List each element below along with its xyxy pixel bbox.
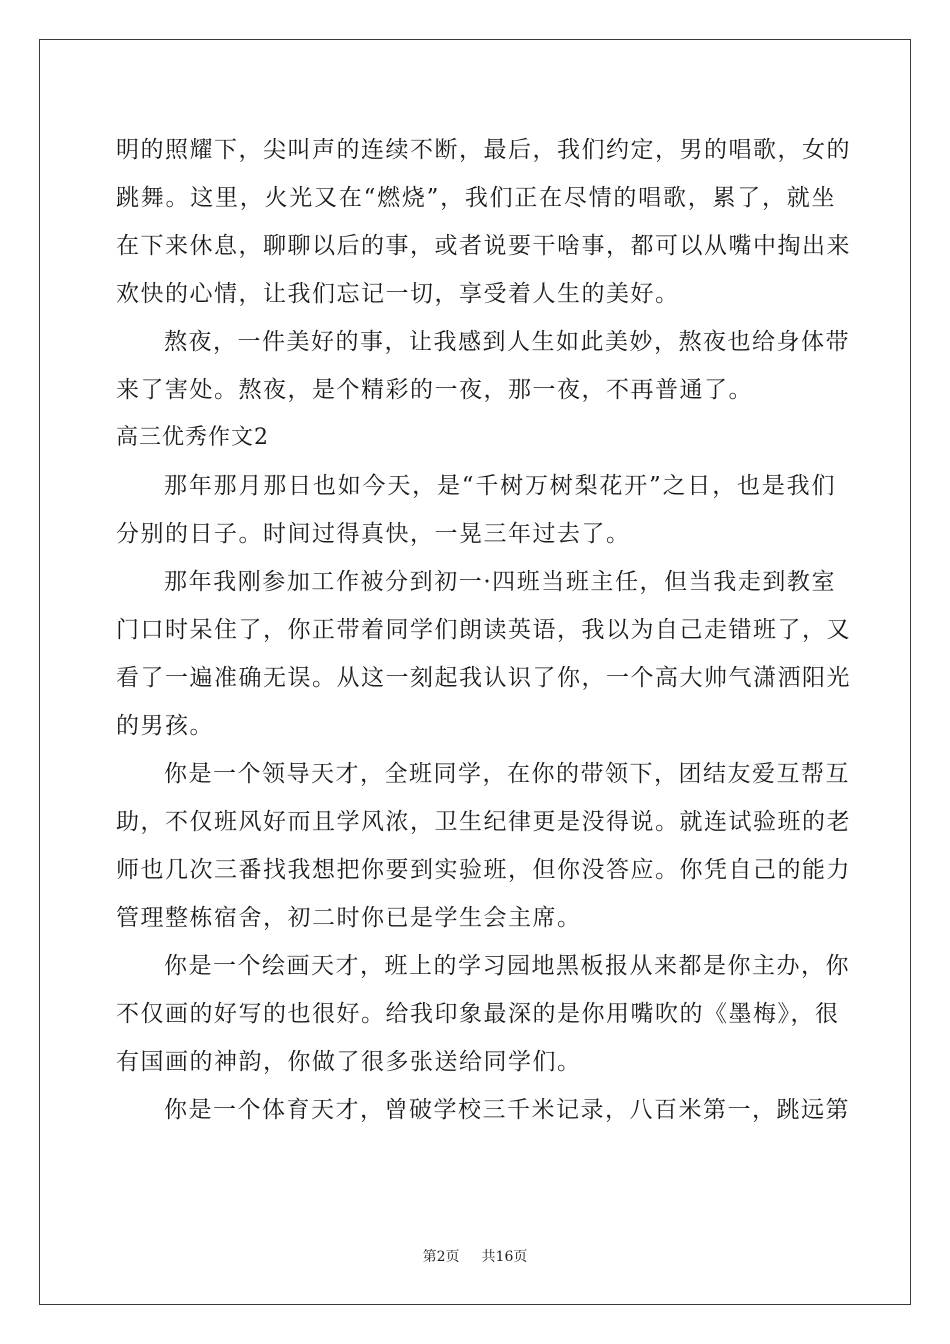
paragraph	[116, 462, 836, 558]
section-heading: 高三优秀作文2	[116, 425, 269, 450]
paragraph	[116, 126, 851, 318]
text-line: 跳舞。这里，火光又在“燃烧”，我们正在尽情的唱歌，累了，就坐	[116, 185, 836, 211]
text-line: 你是一个绘画天才，班上的学习园地黑板报从来都是你主办，你	[164, 953, 850, 979]
paragraph	[116, 558, 851, 750]
text-line: 熬夜，一件美好的事，让我感到人生如此美妙，熬夜也给身体带	[164, 329, 850, 355]
text-line: 那年我刚参加工作被分到初一·四班当班主任，但当我走到教室	[164, 569, 836, 595]
text-line: 师也几次三番找我想把你要到实验班，但你没答应。你凭自己的能力	[116, 857, 851, 883]
page-number: 第2页	[422, 1249, 460, 1265]
paragraph	[116, 318, 850, 414]
text-line: 那年那月那日也如今天，是“千树万树梨花开”之日，也是我们	[164, 473, 836, 499]
paragraph	[116, 942, 850, 1086]
text-line: 来了害处。熬夜，是个精彩的一夜，那一夜，不再普通了。	[116, 377, 753, 403]
page-footer	[0, 1246, 950, 1266]
text-line: 在下来休息，聊聊以后的事，或者说要干啥事，都可以从嘴中掏出来	[116, 233, 851, 259]
text-line: 不仅画的好写的也很好。给我印象最深的是你用嘴吹的《墨梅》，很	[116, 1001, 840, 1027]
document-body	[116, 126, 851, 1134]
text-line: 的男孩。	[116, 713, 214, 739]
text-line: 看了一遍准确无误。从这一刻起我认识了你，一个高大帅气潇洒阳光	[116, 665, 851, 691]
text-line: 欢快的心情，让我们忘记一切，享受着人生的美好。	[116, 281, 680, 307]
text-line: 分别的日子。时间过得真快，一晃三年过去了。	[116, 521, 631, 547]
text-line: 助，不仅班风好而且学风浓，卫生纪律更是没得说。就连试验班的老	[116, 809, 851, 835]
paragraph	[116, 750, 851, 942]
text-line: 你是一个体育天才，曾破学校三千米记录，八百米第一，跳远第	[164, 1097, 850, 1123]
text-line: 门口时呆住了，你正带着同学们朗读英语，我以为自己走错班了，又	[116, 617, 851, 643]
text-line: 有国画的神韵，你做了很多张送给同学们。	[116, 1049, 582, 1075]
text-line: 你是一个领导天才，全班同学，在你的带领下，团结友爱互帮互	[164, 761, 850, 787]
text-line: 明的照耀下，尖叫声的连续不断，最后，我们约定，男的唱歌，女的	[116, 137, 851, 163]
paragraph	[116, 1086, 850, 1134]
page-total: 共16页	[481, 1249, 528, 1265]
text-line: 管理整栋宿舍，初二时你已是学生会主席。	[116, 905, 582, 931]
